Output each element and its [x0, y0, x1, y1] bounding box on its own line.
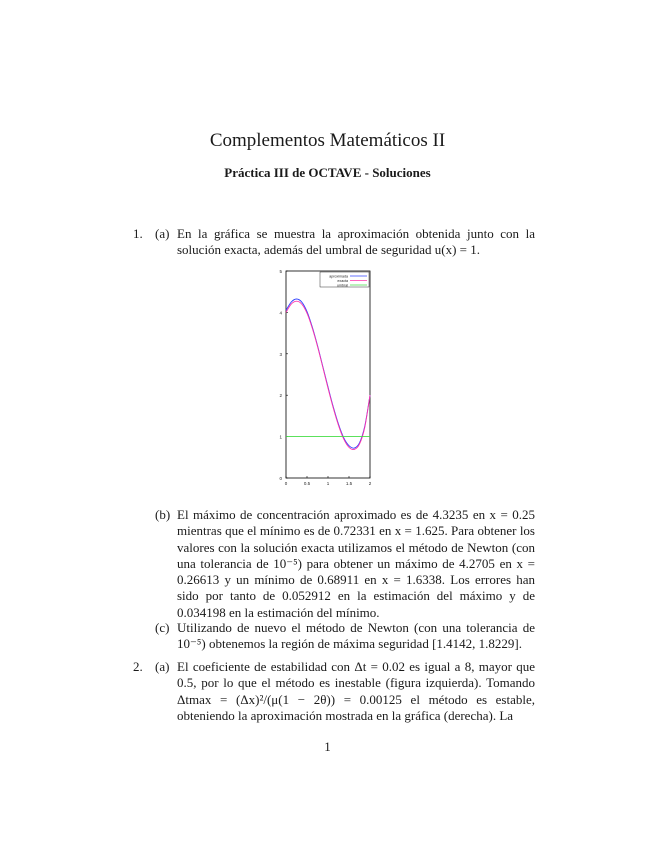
legend-label: exacta: [337, 279, 348, 283]
part-1c-text: Utilizando de nuevo el método de Newton (con una tolerancia de 10⁻⁵) obtenemos la región de máxima seguridad [1.4142, 1.8229].: [177, 620, 535, 652]
page-subtitle: Práctica III de OCTAVE - Soluciones: [224, 165, 431, 180]
part-1b-text: El máximo de concentración aproximado es de 4.3235 en x = 0.25 mientras que el mínimo es de 0.72331 en x = 1.625. Para obtener los valores con la solución exacta utilizamos el método de Newton (con una tolerancia de 10⁻⁵) para obtener un máximo de 4.2705 en x = 0.26613 y un mínimo de 0.68911 en x = 1.6338. Los errores han sido por tanto de 0.052912 en la estimación del máximo y de 0.034198 en la estimación del mínimo.: [177, 507, 535, 620]
series-line-exacta: [286, 301, 370, 449]
x-tick-label: 1: [326, 481, 330, 486]
x-tick-label: 1.5: [345, 481, 353, 486]
solution-chart: [270, 266, 378, 491]
y-tick-label: 3: [279, 351, 282, 357]
y-tick-label: 0: [279, 476, 282, 481]
y-tick-label: 4: [279, 310, 282, 316]
part-2a-text: El coeficiente de estabilidad con Δt = 0.02 es igual a 8, mayor que 0.5, por lo que el método es inestable (figura izquierda). Tomando Δtmax = (Δx)²/(μ(1 − 2θ)) = 0.00125 el método es estable, obteniendo la aproximación mostrada en la gráfica (derecha). La: [177, 659, 535, 723]
x-tick-label: 0: [284, 481, 288, 486]
y-tick-label: 5: [279, 269, 282, 274]
part-1a-label: (a): [155, 226, 170, 241]
legend-label: umbral: [337, 283, 348, 288]
series-line-aproximada: [286, 299, 370, 448]
x-tick-label: 2: [368, 481, 372, 486]
legend-label: aproximada: [329, 274, 348, 279]
part-1a-text: En la gráfica se muestra la aproximación obtenida junto con la solución exacta, además del umbral de seguridad u(x) = 1.: [177, 226, 535, 258]
part-1c-label: (c): [155, 620, 170, 635]
page-number: 1: [324, 739, 331, 754]
page-title: Complementos Matemáticos II: [209, 130, 446, 151]
y-tick-label: 1: [279, 434, 282, 440]
x-tick-label: 0.5: [303, 481, 311, 486]
part-1b-label: (b): [155, 507, 171, 522]
part-2a-label: (a): [155, 659, 170, 674]
problem-2-number: 2.: [133, 659, 143, 674]
problem-1-number: 1.: [133, 226, 143, 241]
y-tick-label: 2: [279, 393, 282, 399]
